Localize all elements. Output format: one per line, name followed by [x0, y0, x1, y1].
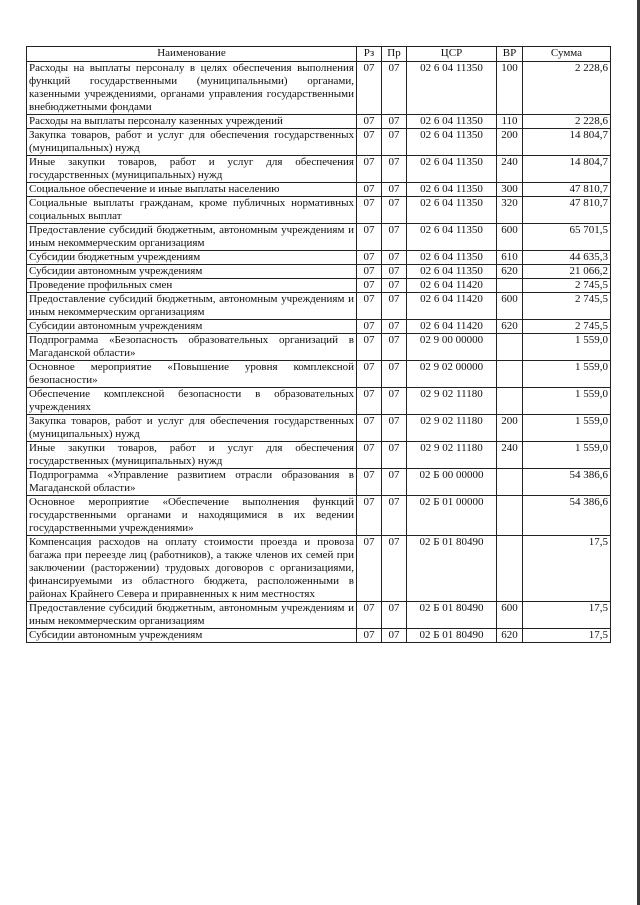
row-vr: 620	[497, 629, 523, 643]
row-pr: 07	[382, 115, 407, 129]
row-rz: 07	[357, 115, 382, 129]
row-rz: 07	[357, 602, 382, 629]
row-rz: 07	[357, 129, 382, 156]
row-sum: 1 559,0	[523, 442, 611, 469]
row-csr: 02 6 04 11350	[407, 156, 497, 183]
row-vr: 600	[497, 224, 523, 251]
row-name: Компенсация расходов на оплату стоимости проезда и провоза багажа при переезде лиц (работников), а также членов их семей при заключении (расторжении) трудовых договоров с организациями, финансируемыми из областного бюджета, расположенными в районах Крайнего Севера и приравненных к ним местностях	[27, 536, 357, 602]
header-csr: ЦСР	[407, 47, 497, 62]
table-row	[27, 536, 611, 602]
row-csr: 02 Б 01 80490	[407, 629, 497, 643]
row-pr: 07	[382, 62, 407, 115]
row-vr: 320	[497, 197, 523, 224]
row-pr: 07	[382, 388, 407, 415]
row-pr: 07	[382, 224, 407, 251]
row-name: Субсидии автономным учреждениям	[27, 265, 357, 279]
table-row	[27, 334, 611, 361]
row-name: Расходы на выплаты персоналу в целях обеспечения выполнения функций государственными (муниципальными) органами, казенными учреждениями, органами управления государственными внебюджетными фондами	[27, 62, 357, 115]
row-vr	[497, 388, 523, 415]
row-csr: 02 6 04 11420	[407, 320, 497, 334]
row-sum: 14 804,7	[523, 156, 611, 183]
row-vr: 110	[497, 115, 523, 129]
row-rz: 07	[357, 629, 382, 643]
row-pr: 07	[382, 442, 407, 469]
row-pr: 07	[382, 361, 407, 388]
table-row	[27, 469, 611, 496]
table-row	[27, 388, 611, 415]
row-csr: 02 9 02 00000	[407, 361, 497, 388]
table-row	[27, 496, 611, 536]
row-vr	[497, 536, 523, 602]
row-rz: 07	[357, 224, 382, 251]
row-csr: 02 6 04 11350	[407, 197, 497, 224]
row-pr: 07	[382, 469, 407, 496]
header-name: Наименование	[27, 47, 357, 62]
row-rz: 07	[357, 469, 382, 496]
row-sum: 54 386,6	[523, 496, 611, 536]
row-pr: 07	[382, 251, 407, 265]
budget-table	[26, 46, 611, 643]
row-name: Основное мероприятие «Обеспечение выполнения функций государственными органами и находящимися в их ведении государственными учреждениями»	[27, 496, 357, 536]
table-row	[27, 197, 611, 224]
row-vr: 620	[497, 265, 523, 279]
row-name: Проведение профильных смен	[27, 279, 357, 293]
row-name: Подпрограмма «Безопасность образовательных организаций в Магаданской области»	[27, 334, 357, 361]
row-name: Закупка товаров, работ и услуг для обеспечения государственных (муниципальных) нужд	[27, 415, 357, 442]
header-sum: Сумма	[523, 47, 611, 62]
row-sum: 2 228,6	[523, 62, 611, 115]
header-pr: Пр	[382, 47, 407, 62]
row-vr	[497, 334, 523, 361]
row-csr: 02 9 02 11180	[407, 388, 497, 415]
row-sum: 44 635,3	[523, 251, 611, 265]
table-row	[27, 156, 611, 183]
table-row	[27, 129, 611, 156]
row-rz: 07	[357, 197, 382, 224]
row-name: Предоставление субсидий бюджетным, автономным учреждениям и иным некоммерческим организациям	[27, 293, 357, 320]
row-name: Предоставление субсидий бюджетным, автономным учреждениям и иным некоммерческим организациям	[27, 224, 357, 251]
row-pr: 07	[382, 536, 407, 602]
row-rz: 07	[357, 536, 382, 602]
row-sum: 1 559,0	[523, 388, 611, 415]
row-pr: 07	[382, 415, 407, 442]
row-csr: 02 Б 01 00000	[407, 496, 497, 536]
row-pr: 07	[382, 197, 407, 224]
row-vr: 600	[497, 293, 523, 320]
row-rz: 07	[357, 388, 382, 415]
row-pr: 07	[382, 156, 407, 183]
row-sum: 54 386,6	[523, 469, 611, 496]
row-sum: 47 810,7	[523, 183, 611, 197]
row-csr: 02 9 00 00000	[407, 334, 497, 361]
table-row	[27, 183, 611, 197]
row-pr: 07	[382, 279, 407, 293]
row-csr: 02 6 04 11350	[407, 183, 497, 197]
row-vr: 300	[497, 183, 523, 197]
row-rz: 07	[357, 279, 382, 293]
row-rz: 07	[357, 415, 382, 442]
row-rz: 07	[357, 183, 382, 197]
row-rz: 07	[357, 361, 382, 388]
row-rz: 07	[357, 62, 382, 115]
row-rz: 07	[357, 442, 382, 469]
row-name: Закупка товаров, работ и услуг для обеспечения государственных (муниципальных) нужд	[27, 129, 357, 156]
row-sum: 2 745,5	[523, 293, 611, 320]
row-csr: 02 6 04 11350	[407, 129, 497, 156]
row-sum: 2 228,6	[523, 115, 611, 129]
row-name: Основное мероприятие «Повышение уровня комплексной безопасности»	[27, 361, 357, 388]
row-pr: 07	[382, 183, 407, 197]
row-rz: 07	[357, 293, 382, 320]
table-row	[27, 415, 611, 442]
row-name: Иные закупки товаров, работ и услуг для обеспечения государственных (муниципальных) нужд	[27, 442, 357, 469]
row-sum: 17,5	[523, 629, 611, 643]
row-rz: 07	[357, 334, 382, 361]
row-name: Субсидии автономным учреждениям	[27, 320, 357, 334]
table-row	[27, 320, 611, 334]
row-csr: 02 6 04 11350	[407, 265, 497, 279]
row-pr: 07	[382, 320, 407, 334]
row-csr: 02 Б 00 00000	[407, 469, 497, 496]
row-csr: 02 6 04 11350	[407, 224, 497, 251]
row-sum: 2 745,5	[523, 320, 611, 334]
table-row	[27, 629, 611, 643]
row-vr	[497, 279, 523, 293]
row-vr: 200	[497, 415, 523, 442]
row-csr: 02 Б 01 80490	[407, 536, 497, 602]
row-vr	[497, 469, 523, 496]
table-row	[27, 361, 611, 388]
row-csr: 02 9 02 11180	[407, 442, 497, 469]
row-name: Иные закупки товаров, работ и услуг для обеспечения государственных (муниципальных) нужд	[27, 156, 357, 183]
row-rz: 07	[357, 265, 382, 279]
row-name: Подпрограмма «Управление развитием отрасли образования в Магаданской области»	[27, 469, 357, 496]
header-vr: ВР	[497, 47, 523, 62]
row-vr: 240	[497, 442, 523, 469]
row-csr: 02 6 04 11350	[407, 62, 497, 115]
row-sum: 17,5	[523, 536, 611, 602]
row-name: Субсидии автономным учреждениям	[27, 629, 357, 643]
row-rz: 07	[357, 320, 382, 334]
row-csr: 02 6 04 11350	[407, 115, 497, 129]
table-row	[27, 62, 611, 115]
row-vr: 100	[497, 62, 523, 115]
row-csr: 02 Б 01 80490	[407, 602, 497, 629]
row-name: Субсидии бюджетным учреждениям	[27, 251, 357, 265]
row-pr: 07	[382, 129, 407, 156]
row-csr: 02 9 02 11180	[407, 415, 497, 442]
row-sum: 1 559,0	[523, 334, 611, 361]
row-name: Социальные выплаты гражданам, кроме публичных нормативных социальных выплат	[27, 197, 357, 224]
table-header-row	[27, 47, 611, 62]
row-pr: 07	[382, 629, 407, 643]
row-sum: 17,5	[523, 602, 611, 629]
row-name: Расходы на выплаты персоналу казенных учреждений	[27, 115, 357, 129]
row-vr	[497, 361, 523, 388]
row-pr: 07	[382, 265, 407, 279]
row-pr: 07	[382, 496, 407, 536]
row-sum: 47 810,7	[523, 197, 611, 224]
row-csr: 02 6 04 11420	[407, 279, 497, 293]
row-sum: 21 066,2	[523, 265, 611, 279]
row-name: Обеспечение комплексной безопасности в образовательных учреждениях	[27, 388, 357, 415]
row-rz: 07	[357, 251, 382, 265]
row-sum: 1 559,0	[523, 415, 611, 442]
table-row	[27, 279, 611, 293]
table-row	[27, 265, 611, 279]
row-csr: 02 6 04 11350	[407, 251, 497, 265]
table-row	[27, 251, 611, 265]
row-vr: 620	[497, 320, 523, 334]
header-rz: Рз	[357, 47, 382, 62]
row-rz: 07	[357, 156, 382, 183]
row-sum: 14 804,7	[523, 129, 611, 156]
row-vr: 200	[497, 129, 523, 156]
row-vr: 610	[497, 251, 523, 265]
row-vr	[497, 496, 523, 536]
table-row	[27, 293, 611, 320]
row-name: Социальное обеспечение и иные выплаты населению	[27, 183, 357, 197]
row-pr: 07	[382, 293, 407, 320]
row-sum: 1 559,0	[523, 361, 611, 388]
row-sum: 65 701,5	[523, 224, 611, 251]
row-sum: 2 745,5	[523, 279, 611, 293]
table-row	[27, 224, 611, 251]
row-rz: 07	[357, 496, 382, 536]
table-row	[27, 442, 611, 469]
row-vr: 600	[497, 602, 523, 629]
row-pr: 07	[382, 334, 407, 361]
row-name: Предоставление субсидий бюджетным, автономным учреждениям и иным некоммерческим организациям	[27, 602, 357, 629]
table-row	[27, 115, 611, 129]
row-pr: 07	[382, 602, 407, 629]
table-row	[27, 602, 611, 629]
row-csr: 02 6 04 11420	[407, 293, 497, 320]
row-vr: 240	[497, 156, 523, 183]
